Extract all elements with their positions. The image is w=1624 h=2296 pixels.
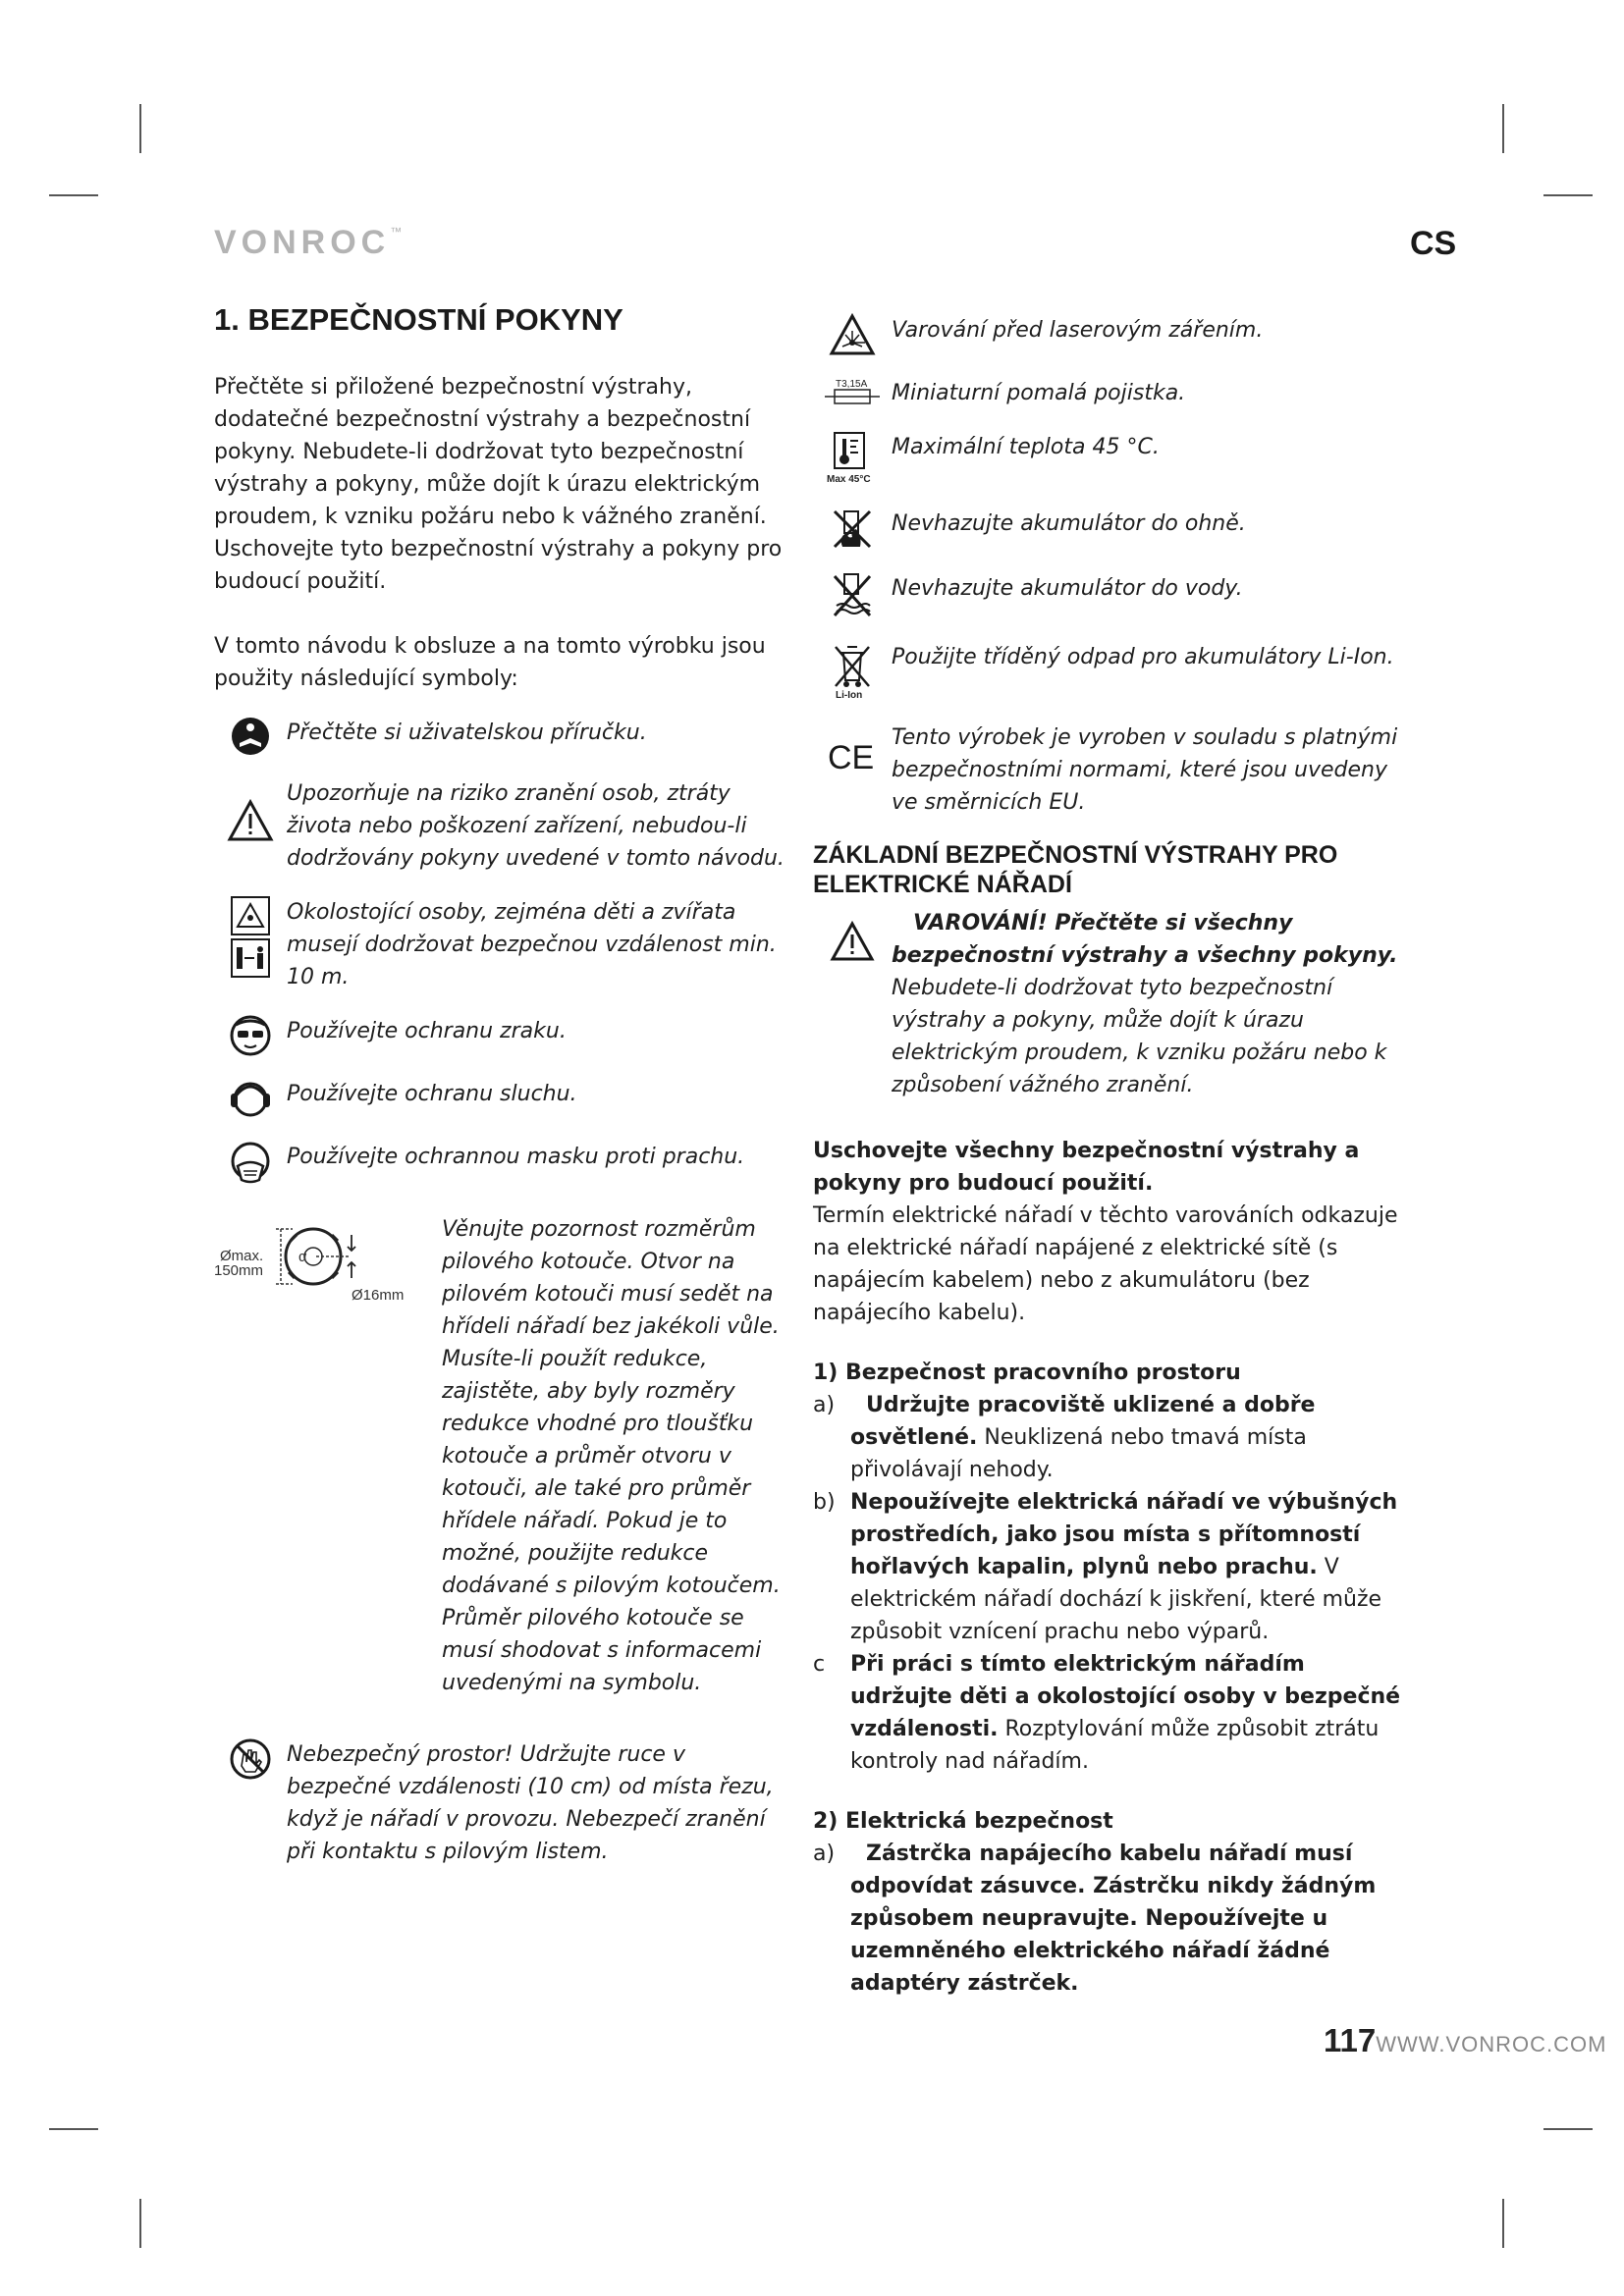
item-bold: Udržujte pracoviště uklizené a dobře osvětlené. [850,1393,1316,1450]
symbol-text: Nevhazujte akumulátor do ohně. [892,511,1246,536]
blade-dimensions-block [214,1213,793,1699]
crop-mark [139,2199,141,2248]
symbol-row [813,641,1402,700]
symbol-row [214,1738,793,1868]
blade-alpha-label: α [298,1249,307,1265]
language-code: CS [1410,225,1457,262]
blade-max-label: Ømax. [220,1248,264,1264]
list-marker: b) [813,1490,836,1515]
item-rest: Rozptylování může způsobit ztrátu kontroly nad nářadím. [850,1717,1380,1774]
symbol-row [813,377,1402,409]
item-rest: Neuklizená nebo tmavá místa přivolávají nehody. [850,1425,1307,1482]
read-manual-icon [214,717,287,756]
max-temperature-icon [813,431,892,486]
warning-text [892,907,1402,1101]
section-electrical-title: 2) Elektrická bezpečnost [813,1809,1113,1834]
symbol-text: Tento výrobek je vyroben v souladu s platnými bezpečnostními normami, které jsou uvedeny ve směrnicích EU. [892,725,1398,815]
item-rest: V elektrickém nářadí dochází k jiskření, které může způsobit vznícení prachu nebo výparů. [850,1555,1382,1644]
page-footer [1324,2022,1607,2059]
list-item [813,1389,1402,1486]
brand-logo: VONROC™ [214,224,403,261]
warning-bold: VAROVÁNÍ! Přečtěte si všechny bezpečnostní výstrahy a všechny pokyny. [892,911,1398,968]
crop-mark [1502,2199,1504,2248]
warning-rest: Nebudete-li dodržovat tyto bezpečnostní výstrahy a pokyny, může dojít k úrazu elektrickým proudem, k vzniku požáru nebo k způsobení vážného zranění. [892,976,1387,1097]
warning-triangle-icon [214,777,287,842]
fuse-icon [813,377,892,408]
symbol-row [214,777,793,875]
recycle-bin-icon [813,641,892,700]
symbol-text: Používejte ochranu sluchu. [287,1082,577,1106]
item-bold: Při práci s tímto elektrickým nářadím udržujte děti a okolostojící osoby v bezpečné vzdálenosti. [850,1652,1401,1741]
li-ion-label: Li-Ion [836,690,863,701]
ear-protection-icon [214,1078,287,1119]
blade-text: Věnujte pozornost rozměrům pilového kotouče. Otvor na pilovém kotouči musí sedět na hřídeli nářadí bez jakékoli vůle. Musíte-li použít redukce, zajistěte, aby byly rozměry redukce vhodné pro tloušťku kotouče a průměr otvoru v kotouči, ale také pro průměr hřídele nářadí. Pokud je to možné, použijte redukce dodávané s pilovým kotoučem. Průměr pilového kotouče se musí shodovat s informacemi uvedenými na symbolu. [442,1217,781,1695]
crop-mark [1502,104,1504,153]
crop-mark [49,2128,98,2130]
list-marker: c [813,1652,826,1677]
symbols-intro: V tomto návodu k obsluze a na tomto výrobku jsou použity následující symboly: [214,634,766,691]
symbol-text: Používejte ochrannou masku proti prachu. [287,1145,745,1169]
hand-danger-icon [214,1738,287,1780]
symbol-row [214,896,793,993]
section-work-area-title: 1) Bezpečnost pracovního prostoru [813,1361,1241,1385]
symbol-text: Upozorňuje na riziko zranění osob, ztráty života nebo poškození zařízení, nebudou-li dodržovány pokyny uvedené v tomto návodu. [287,781,785,871]
symbol-text: Maximální teplota 45 °C. [892,435,1160,459]
symbol-row [813,721,1402,819]
symbol-text: Používejte ochranu zraku. [287,1019,567,1043]
dust-mask-icon [214,1141,287,1186]
keep-instructions: Uschovejte všechny bezpečnostní výstrahy a pokyny pro budoucí použití. [813,1139,1360,1196]
symbol-text: Okolostojící osoby, zejména děti a zvířata musejí dodržovat bezpečnou vzdálenost min. 10 m. [287,900,777,989]
term-definition: Termín elektrické nářadí v těchto varováních odkazuje na elektrické nářadí napájené z elektrické sítě (s napájecím kabelem) nebo z akumulátoru (bez napájecího kabelu). [813,1203,1398,1325]
item-bold: Zástrčka napájecího kabelu nářadí musí odpovídat zásuvce. Zástrčku nikdy žádným způsobem neupravujte. Nepoužívejte u uzemněného elektrického nářadí žádné adaptéry zástrček. [850,1842,1377,1996]
keep-distance-icon [214,896,287,979]
section-title: ZÁKLADNÍ BEZPEČNOSTNÍ VÝSTRAHY PRO ELEKTRICKÉ NÁŘADÍ [813,841,1338,898]
list-item [813,1486,1402,1648]
crop-mark [139,104,141,153]
symbol-text: Miniaturní pomalá pojistka. [892,381,1186,405]
intro-paragraph: Přečtěte si přiložené bezpečnostní výstrahy, dodatečné bezpečnostní výstrahy a bezpečnostní pokyny. Nebudete-li dodržovat tyto bezpečnostní výstrahy a pokyny, může dojít k úrazu elektrickým proudem, k vzniku požáru nebo k vážného zranění. Uschovejte tyto bezpečnostní výstrahy a pokyny pro budoucí použití. [214,375,783,594]
no-water-icon [813,572,892,619]
symbol-text: Nevhazujte akumulátor do vody. [892,576,1243,601]
laser-warning-icon [813,314,892,355]
list-item [813,1648,1402,1778]
symbol-row [214,1015,793,1056]
symbol-text: Nebezpečný prostor! Udržujte ruce v bezpečné vzdálenosti (10 cm) od místa řezu, když je nářadí v provozu. Nebezpečí zranění při kontaktu s pilovým listem. [287,1742,774,1864]
list-item [813,1838,1402,2000]
page-title: 1. BEZPEČNOSTNÍ POKYNY [214,302,623,337]
crop-mark [49,194,98,196]
symbol-row [214,1078,793,1119]
warning-triangle-icon [813,907,892,962]
symbol-row [813,572,1402,619]
crop-mark [1543,2128,1593,2130]
blade-bore-label: Ø16mm [352,1287,405,1304]
list-marker: a) [813,1842,836,1866]
no-fire-icon [813,507,892,551]
symbol-text: Varování před laserovým zářením. [892,318,1264,343]
symbol-row [813,314,1402,355]
page-number: 117 [1324,2022,1377,2058]
ce-label: CE [828,739,875,776]
list-marker: a) [813,1393,836,1417]
left-column [214,302,793,1868]
item-bold: Nepoužívejte elektrická nářadí ve výbušných prostředích, jako jsou místa s přítomností hořlavých kapalin, plynů nebo prachu. [850,1490,1398,1579]
crop-mark [1543,194,1593,196]
right-column [813,314,1402,2000]
symbol-row [214,717,793,756]
symbol-row [813,507,1402,551]
eye-protection-icon [214,1015,287,1056]
symbol-row [813,431,1402,486]
symbol-row [214,1141,793,1186]
warning-block [813,907,1402,1101]
saw-blade-diagram [214,1213,442,1699]
website-url: WWW.VONROC.COM [1376,2032,1607,2056]
blade-diameter-label: 150mm [214,1262,264,1279]
symbol-text: Použijte tříděný odpad pro akumulátory Li-Ion. [892,645,1394,669]
symbol-text: Přečtěte si uživatelskou příručku. [287,721,647,745]
ce-mark-icon [813,721,892,776]
fuse-label: T3,15A [836,379,868,390]
temperature-label: Max 45°C [827,474,871,485]
